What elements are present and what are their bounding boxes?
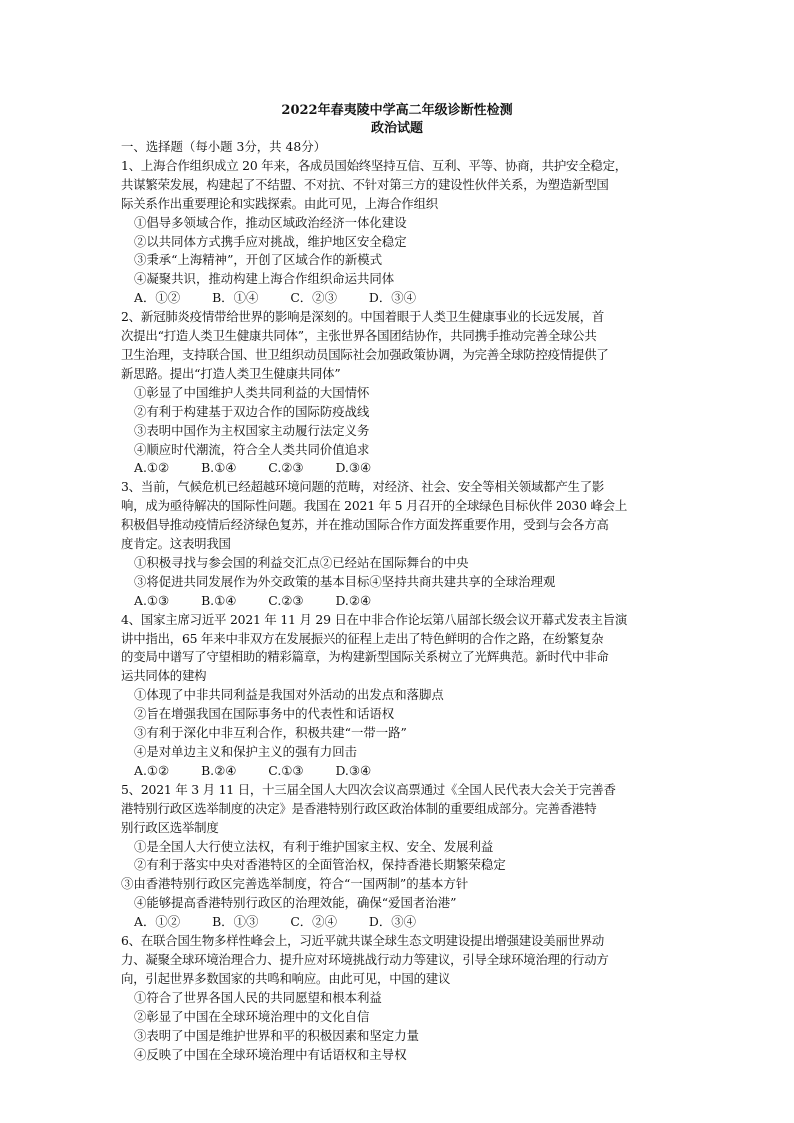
choice-b: B．①④: [212, 290, 259, 306]
question-2-option: ④顺应时代潮流，符合全人类共同价值追求: [134, 441, 370, 457]
exam-subject: 政治试题: [370, 121, 423, 136]
question-1-stem-line: 共谋繁荣发展，构建起了不结盟、不对抗、不针对第三方的建设性伙伴关系，为塑造新型国: [121, 176, 609, 192]
question-2-option: ②有利于构建基于双边合作的国际防疫战线: [134, 403, 370, 419]
question-3-stem-line: 响，成为亟待解决的国际性问题。我国在 2021 年 5 月召开的全球绿色目标伙伴 2030 峰会上: [121, 498, 628, 514]
question-4-stem-line: 讲中指出，65 年来中非双方在发展振兴的征程上走出了特色鲜明的合作之路，在纷繁复杂: [121, 630, 604, 646]
choice-c: C.②③: [268, 592, 304, 608]
choice-d: D．③④: [368, 914, 417, 930]
exam-title: 2022年春夷陵中学高二年级诊断性检测: [281, 103, 513, 118]
question-5-stem-line: 别行政区选举制度: [121, 819, 219, 835]
question-5-choices: [121, 913, 681, 932]
question-6-stem-line: 力、凝聚全球环境治理合力、提升应对环境挑战行动力等建议，引导全球环境治理的行动方: [121, 951, 609, 967]
question-2-stem-line: 次提出“打造人类卫生健康共同体”，主张世界各国团结协作，共同携手推动完善全球公共: [121, 328, 597, 344]
question-2-option: ③表明中国作为主权国家主动履行法定义务: [134, 422, 370, 438]
question-6-option: ③表明了中国是维护世界和平的积极因素和坚定力量: [134, 1027, 419, 1043]
question-4-choices: [121, 762, 681, 781]
question-1-stem-line: 际关系作出重要理论和实践探索。由此可见，上海合作组织: [121, 195, 438, 211]
section-heading: 一、选择题（每小题 3分，共 48分）: [121, 139, 326, 154]
question-4-stem-line: 4、国家主席习近平 2021 年 11 月 29 日在中非合作论坛第八届部长级会议开幕式发表主旨演: [121, 611, 628, 627]
question-1-option: ②以共同体方式携手应对挑战，维护地区安全稳定: [134, 233, 407, 249]
choice-b: B.①④: [201, 460, 237, 476]
question-4-option: ①体现了中非共同利益是我国对外活动的出发点和落脚点: [134, 687, 444, 703]
question-1-choices: [121, 289, 681, 308]
question-4-stem-line: 的变局中谱写了守望相助的精彩篇章，为构建新型国际关系树立了光辉典范。新时代中非命: [121, 649, 609, 665]
question-1-option: ④凝聚共识，推动构建上海合作组织命运共同体: [134, 271, 395, 287]
question-3-stem-line: 3、当前，气候危机已经超越环境问题的范畴，对经济、社会、安全等相关领域都产生了影: [121, 479, 605, 495]
question-5-stem-line: 5、2021 年 3 月 11 日，十三届全国人大四次会议高票通过《全国人民代表大会关于完善香: [121, 781, 616, 797]
question-2-choices: [121, 459, 681, 478]
question-6-option: ②彰显了中国在全球环境治理中的文化自信: [134, 1008, 370, 1024]
question-6: [121, 932, 681, 1064]
question-1-stem-line: 1、上海合作组织成立 20 年来，各成员国始终坚持互信、互利、平等、协商，共护安全稳定，: [121, 157, 627, 173]
question-2-stem-line: 卫生治理，支持联合国、世卫组织动员国际社会加强政策协调，为完善全球防控疫情提供了: [121, 346, 609, 362]
question-3: [121, 478, 681, 610]
question-5: [121, 781, 681, 932]
question-6-stem-line: 6、在联合国生物多样性峰会上，习近平就共谋全球生态文明建设提出增强建设美丽世界动: [121, 933, 605, 949]
question-5-option: ④能够提高香港特别行政区的治理效能，确保“爱国者治港”: [134, 895, 457, 911]
exam-body: [121, 138, 681, 1064]
choice-a: A.①②: [134, 762, 170, 778]
question-6-option: ④反映了中国在全球环境治理中有话语权和主导权: [134, 1046, 407, 1062]
question-4-option: ②旨在增强我国在国际事务中的代表性和话语权: [134, 706, 395, 722]
question-3-option: ③将促进共同发展作为外交政策的基本目标④坚持共商共建共享的全球治理观: [134, 573, 556, 589]
question-2-stem-line: 2、新冠肺炎疫情带给世界的影响是深刻的。中国着眼于人类卫生健康事业的长远发展，首: [121, 309, 605, 325]
question-2-stem-line: 新思路。提出“打造人类卫生健康共同体”: [121, 365, 341, 381]
choice-b: B．①③: [212, 914, 259, 930]
choice-d: D.③④: [335, 460, 372, 476]
question-1-option: ①倡导多领域合作，推动区域政治经济一体化建设: [134, 214, 407, 230]
question-5-option: ①是全国人大行使立法权，有利于维护国家主权、安全、发展利益: [134, 838, 494, 854]
exam-header: [0, 102, 794, 138]
choice-a: A.①②: [134, 460, 170, 476]
question-6-option: ①符合了世界各国人民的共同愿望和根本利益: [134, 989, 382, 1005]
question-3-stem-line: 度肯定。这表明我国: [121, 536, 231, 552]
question-3-option: ①积极寻找与参会国的利益交汇点②已经站在国际舞台的中央: [134, 554, 469, 570]
question-4: [121, 611, 681, 781]
choice-b: B.①④: [201, 592, 237, 608]
question-5-stem-line: 港特别行政区选举制度的决定》是香港特别行政区政治体制的重要组成部分。完善香港特: [121, 800, 597, 816]
choice-d: D.③④: [335, 762, 372, 778]
choice-c: C．②④: [290, 914, 337, 930]
choice-c: C.②③: [268, 460, 304, 476]
choice-a: A.①③: [134, 592, 170, 608]
choice-a: A．①②: [134, 290, 181, 306]
choice-c: C.①③: [268, 762, 304, 778]
choice-b: B.②④: [201, 762, 237, 778]
question-1-option: ③秉承“上海精神”，开创了区域合作的新模式: [134, 252, 383, 268]
question-5-option: ②有利于落实中央对香港特区的全面管治权，保持香港长期繁荣稳定: [134, 857, 506, 873]
question-2: [121, 308, 681, 478]
question-4-option: ④是对单边主义和保护主义的强有力回击: [134, 744, 358, 759]
choice-c: C．②③: [290, 290, 337, 306]
question-6-stem-line: 向，引起世界多数国家的共鸣和响应。由此可见，中国的建议: [121, 970, 451, 986]
question-2-option: ①彰显了中国维护人类共同利益的大国情怀: [134, 384, 370, 400]
question-5-option: ③由香港特别行政区完善选举制度，符合“一国两制”的基本方针: [121, 876, 469, 892]
question-4-stem-line: 运共同体的建构: [121, 668, 207, 684]
question-4-option: ③有利于深化中非互利合作，积极共建“一带一路”: [134, 725, 407, 741]
choice-d: D.②④: [335, 592, 372, 608]
question-3-stem-line: 积极倡导推动疫情后经济绿色复苏，并在推动国际合作方面发挥重要作用，受到与会各方高: [121, 517, 609, 533]
question-1: [121, 157, 681, 308]
question-3-choices: [121, 592, 681, 611]
choice-a: A．①②: [134, 914, 181, 930]
choice-d: D．③④: [368, 290, 417, 306]
